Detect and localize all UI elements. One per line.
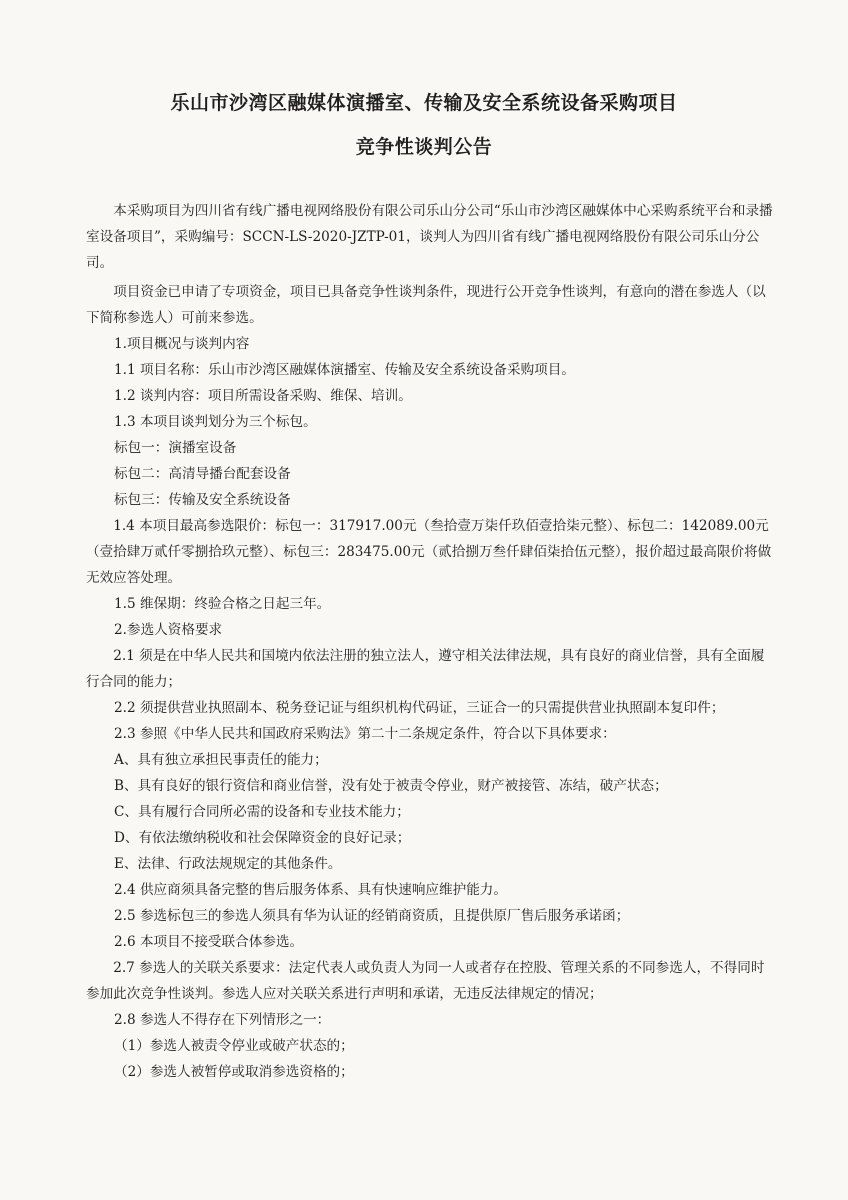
item-2-6: 2.6 本项目不接受联合体参选。 [114, 934, 304, 950]
funding-paragraph: 项目资金已申请了专项资金，项目已具备竞争性谈判条件，现进行公开竞争性谈判，有意向的潜在参选人（以下简称参选人）可前来参选。 [86, 284, 766, 326]
item-2-7: 2.7 参选人的关联关系要求：法定代表人或负责人为同一人或者存在控股、管理关系的不同参选人，不得同时参加此次竞争性谈判。参选人应对关联关系进行声明和承诺，无违反法律规定的情况； [86, 960, 765, 1002]
intro-paragraph: 本采购项目为四川省有线广播电视网络股份有限公司乐山分公司“乐山市沙湾区融媒体中心采购系统平台和录播室设备项目”，采购编号：SCCN-LS-2020-JZTP-01，谈判人为四川省有线广播电视网络股份有限公司乐山分公司。 [86, 203, 773, 271]
section-heading-1: 1.项目概况与谈判内容 [114, 336, 250, 352]
exclusion-2: （2）参选人被暂停或取消参选资格的； [114, 1064, 354, 1080]
lot-2: 标包二：高清导播台配套设备 [114, 466, 291, 482]
section-heading-2: 2.参选人资格要求 [114, 622, 223, 638]
requirement-b: B、具有良好的银行资信和商业信誉，没有处于被责令停业，财产被接管、冻结，破产状态； [114, 778, 668, 794]
item-2-2: 2.2 须提供营业执照副本、税务登记证与组织机构代码证，三证合一的只需提供营业执照副本复印件； [114, 700, 725, 716]
requirement-a: A、具有独立承担民事责任的能力； [114, 752, 328, 768]
requirement-d: D、有依法缴纳税收和社会保障资金的良好记录； [114, 830, 411, 846]
item-2-1: 2.1 须是在中华人民共和国境内依法注册的独立法人，遵守相关法律法规，具有良好的商业信誉，具有全面履行合同的能力； [86, 648, 765, 690]
exclusion-1: （1）参选人被责令停业或破产状态的； [114, 1038, 354, 1054]
price-limit-paragraph: 1.4 本项目最高参选限价：标包一：317917.00元（叁拾壹万柒仟玖佰壹拾柒元整）、标包二：142089.00元（壹拾肆万贰仟零捌拾玖元整）、标包三：283475.00元（贰拾捌万叁仟肆佰柒拾伍元整），报价超过最高限价将做无效应答处理。 [86, 518, 772, 586]
document-title: 乐山市沙湾区融媒体演播室、传输及安全系统设备采购项目 [170, 92, 678, 114]
requirement-e: E、法律、行政法规规定的其他条件。 [114, 856, 342, 872]
item-2-8: 2.8 参选人不得存在下列情形之一： [114, 1012, 331, 1028]
item-1-3: 1.3 本项目谈判划分为三个标包。 [114, 414, 317, 430]
item-2-5: 2.5 参选标包三的参选人须具有华为认证的经销商资质，且提供原厂售后服务承诺函； [114, 908, 630, 924]
document-body [86, 190, 776, 1085]
item-1-1: 1.1 项目名称：乐山市沙湾区融媒体演播室、传输及安全系统设备采购项目。 [114, 362, 575, 378]
document-subtitle: 竞争性谈判公告 [355, 136, 493, 158]
item-1-2: 1.2 谈判内容：项目所需设备采购、维保、培训。 [114, 388, 412, 404]
lot-3: 标包三：传输及安全系统设备 [114, 492, 291, 508]
item-1-5: 1.5 维保期：终验合格之日起三年。 [114, 596, 331, 612]
lot-1: 标包一：演播室设备 [114, 440, 237, 456]
requirement-c: C、具有履行合同所必需的设备和专业技术能力； [114, 804, 410, 820]
item-2-3: 2.3 参照《中华人民共和国政府采购法》第二十二条规定条件，符合以下具体要求： [114, 726, 616, 742]
item-2-4: 2.4 供应商须具备完整的售后服务体系、具有快速响应维护能力。 [114, 882, 507, 898]
